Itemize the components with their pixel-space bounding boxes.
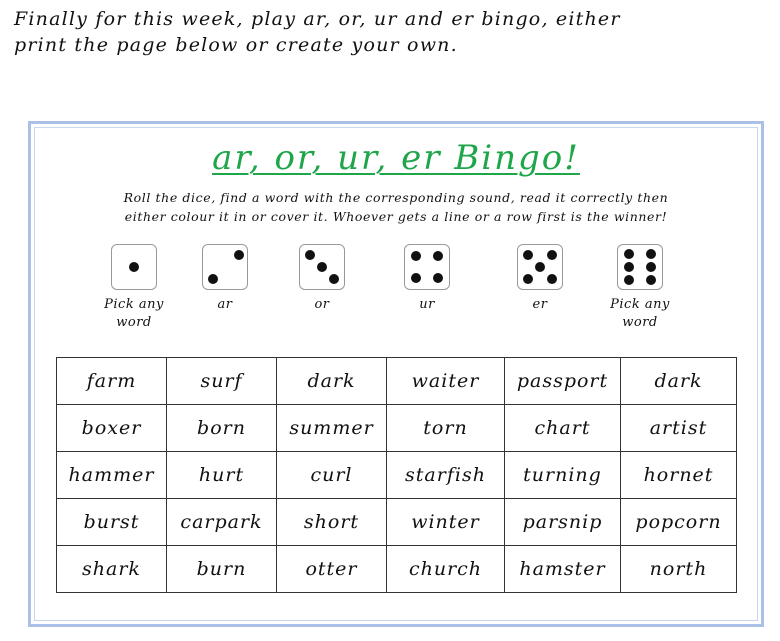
die-pip xyxy=(646,262,656,272)
die-pip xyxy=(305,250,315,260)
die-label-1-line-2: word xyxy=(116,315,152,330)
die-pip xyxy=(624,262,634,272)
grid-row xyxy=(57,546,737,593)
die-pip xyxy=(329,274,339,284)
die-pip xyxy=(411,273,421,283)
bingo-cell: farm xyxy=(57,358,167,405)
die-pip xyxy=(624,275,634,285)
bingo-cell: burn xyxy=(167,546,277,593)
intro-line-2: print the page below or create your own. xyxy=(14,34,458,56)
bingo-cell: passport xyxy=(505,358,621,405)
die-pip xyxy=(624,249,634,259)
bingo-cell: carpark xyxy=(167,499,277,546)
intro-line-1: Finally for this week, play ar, or, ur and er bingo, either xyxy=(14,8,621,30)
grid-row xyxy=(57,452,737,499)
bingo-cell: born xyxy=(167,405,277,452)
grid-row xyxy=(57,499,737,546)
die-label-5 xyxy=(495,296,585,314)
die-pip xyxy=(433,251,443,261)
die-pip xyxy=(433,273,443,283)
die-face-3-icon xyxy=(299,244,345,290)
bingo-cell: hammer xyxy=(57,452,167,499)
bingo-cell: boxer xyxy=(57,405,167,452)
bingo-cell: torn xyxy=(387,405,505,452)
bingo-cell: curl xyxy=(277,452,387,499)
die-label-2 xyxy=(180,296,270,314)
worksheet-instructions xyxy=(45,188,747,226)
bingo-cell: waiter xyxy=(387,358,505,405)
die-pip xyxy=(646,275,656,285)
bingo-cell: popcorn xyxy=(621,499,737,546)
instructions-line-2: either colour it in or cover it. Whoever gets a line or a row first is the winner! xyxy=(124,209,668,224)
die-pip xyxy=(208,274,218,284)
die-face-2-icon xyxy=(202,244,248,290)
die-label-6-line-1: Pick any xyxy=(610,297,670,312)
die-label-3-line-1: or xyxy=(314,297,330,312)
die-face-4-icon xyxy=(404,244,450,290)
bingo-cell: short xyxy=(277,499,387,546)
bingo-cell: chart xyxy=(505,405,621,452)
bingo-cell: church xyxy=(387,546,505,593)
bingo-cell: shark xyxy=(57,546,167,593)
bingo-cell: artist xyxy=(621,405,737,452)
die-pip xyxy=(523,274,533,284)
grid-row xyxy=(57,358,737,405)
die-face-6-icon xyxy=(617,244,663,290)
die-label-1-line-1: Pick any xyxy=(104,297,164,312)
grid-row xyxy=(57,405,737,452)
die-label-5-line-1: er xyxy=(532,297,548,312)
die-pip xyxy=(535,262,545,272)
die-label-2-line-1: ar xyxy=(217,297,233,312)
die-pip xyxy=(234,250,244,260)
bingo-cell: winter xyxy=(387,499,505,546)
bingo-cell: summer xyxy=(277,405,387,452)
die-label-6 xyxy=(595,296,685,332)
die-label-1 xyxy=(89,296,179,332)
die-pip xyxy=(547,250,557,260)
bingo-cell: turning xyxy=(505,452,621,499)
die-pip xyxy=(523,250,533,260)
bingo-cell: otter xyxy=(277,546,387,593)
die-label-6-line-2: word xyxy=(622,315,658,330)
bingo-cell: dark xyxy=(621,358,737,405)
bingo-cell: parsnip xyxy=(505,499,621,546)
die-pip xyxy=(646,249,656,259)
die-label-4 xyxy=(382,296,472,314)
die-face-5-icon xyxy=(517,244,563,290)
bingo-cell: hurt xyxy=(167,452,277,499)
bingo-grid xyxy=(56,357,737,593)
die-label-3 xyxy=(277,296,367,314)
die-face-1-icon xyxy=(111,244,157,290)
die-label-4-line-1: ur xyxy=(419,297,435,312)
bingo-cell: surf xyxy=(167,358,277,405)
worksheet-title: ar, or, ur, er Bingo! xyxy=(212,138,580,178)
die-pip xyxy=(129,262,139,272)
die-pip xyxy=(547,274,557,284)
bingo-cell: north xyxy=(621,546,737,593)
bingo-cell: hamster xyxy=(505,546,621,593)
die-pip xyxy=(317,262,327,272)
instructions-line-1: Roll the dice, find a word with the corresponding sound, read it correctly then xyxy=(123,190,669,205)
bingo-cell: hornet xyxy=(621,452,737,499)
bingo-cell: burst xyxy=(57,499,167,546)
intro-text xyxy=(14,6,754,58)
bingo-worksheet xyxy=(28,121,764,627)
die-pip xyxy=(411,251,421,261)
bingo-cell: starfish xyxy=(387,452,505,499)
bingo-cell: dark xyxy=(277,358,387,405)
